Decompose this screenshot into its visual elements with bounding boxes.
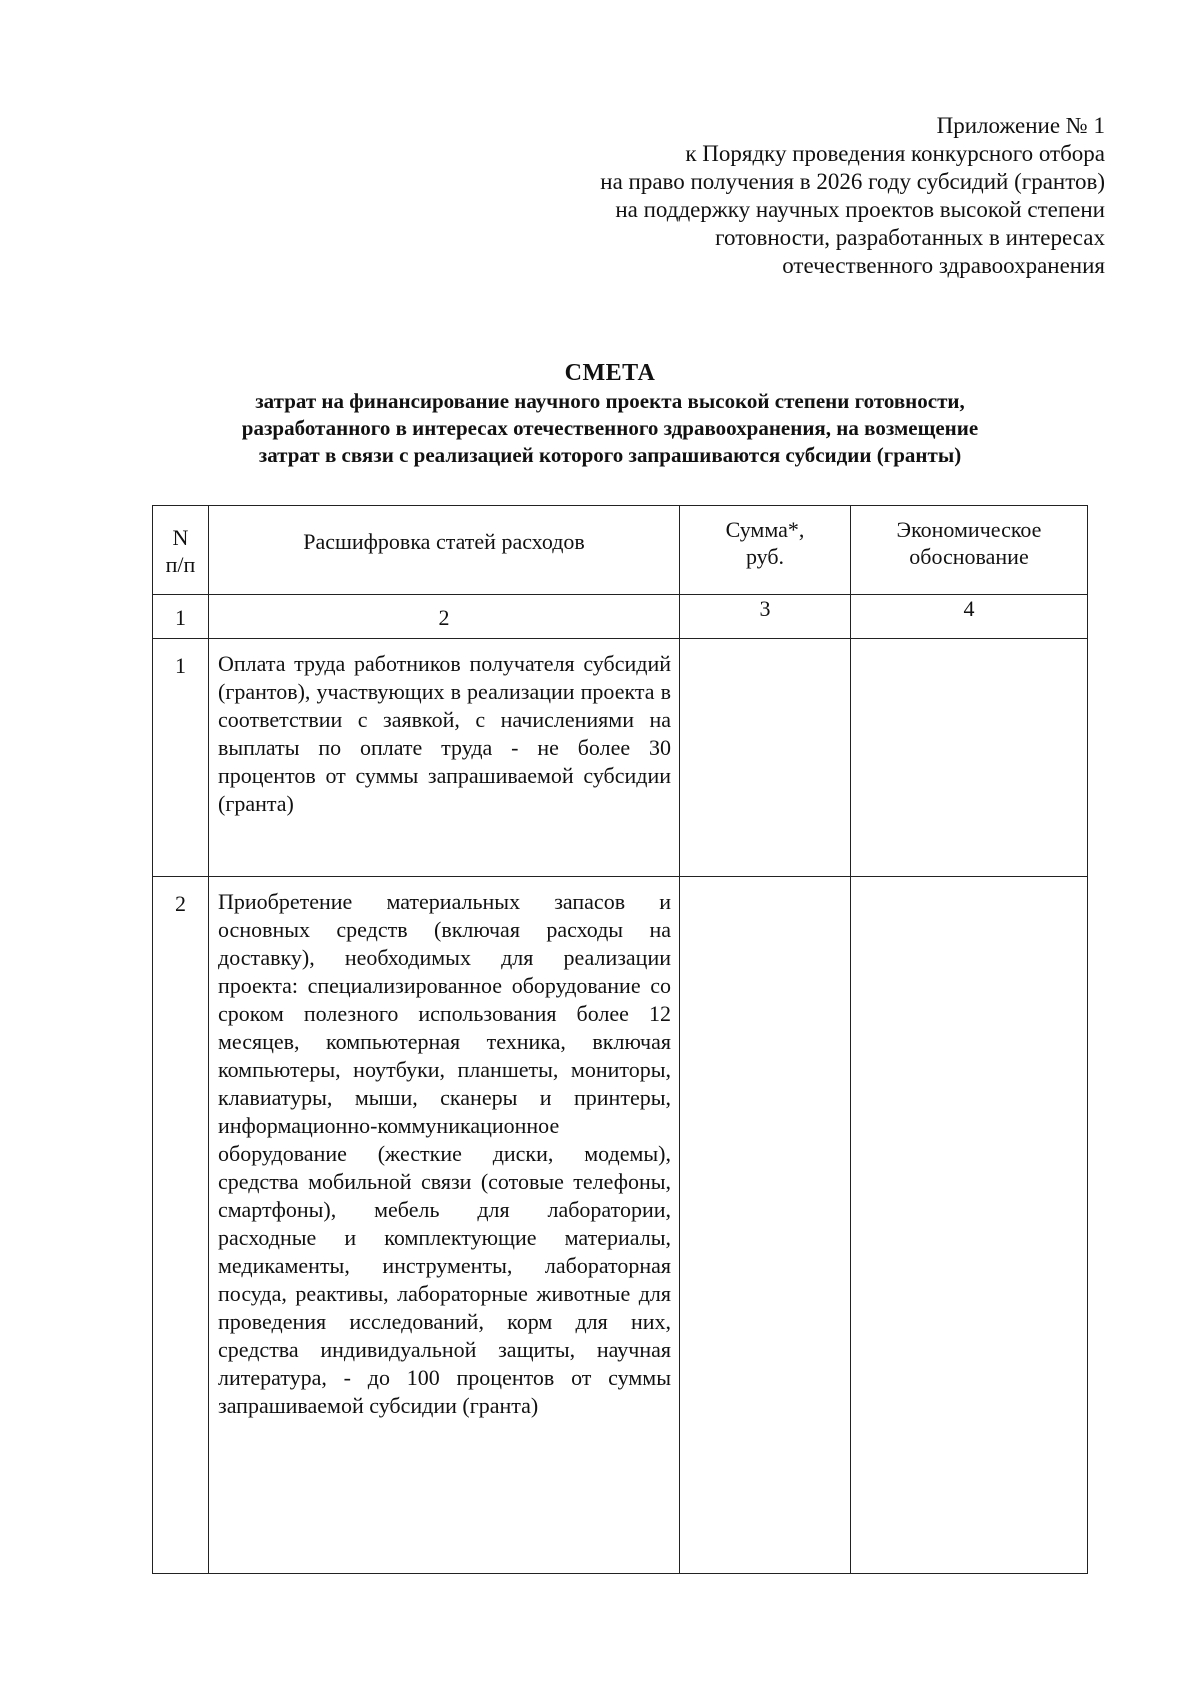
column-number: 3 <box>759 596 771 621</box>
appendix-line: к Порядку проведения конкурсного отбора <box>685 141 1105 166</box>
appendix-line: на право получения в 2026 году субсидий (грантов) <box>600 169 1105 194</box>
column-number: 2 <box>438 605 450 630</box>
subtitle-line: разработанного в интересах отечественного здравоохранения, на возмещение <box>241 416 979 440</box>
appendix-line: готовности, разработанных в интересах <box>715 225 1105 250</box>
appendix-line: отечественного здравоохранения <box>782 253 1105 278</box>
header-cell-sum <box>680 506 851 595</box>
appendix-line: Приложение № 1 <box>936 113 1105 138</box>
table-header-row <box>153 506 1088 595</box>
table-row <box>153 877 1088 1574</box>
row-description: Приобретение материальных запасов и основных средств (включая расходы на доставку), необходимых для реализации проекта: специализированное оборудование со сроком полезного использования более 12 месяцев, компьютерная техника, включая компьютеры, ноутбуки, планшеты, мониторы, клавиатуры, мыши, сканеры и принтеры, информационно-коммуникационное оборудование (жесткие диски, модемы), средства мобильной связи (сотовые телефоны, смартфоны), мебель для лаборатории, расходные и комплектующие материалы, медикаменты, инструменты, лабораторная посуда, реактивы, лабораторные животные для проведения исследований, корм для них, средства индивидуальной защиты, научная литература, - до 100 процентов от суммы запрашиваемой субсидии (гранта) <box>209 877 680 1574</box>
header-justification-label: Экономическое обоснование <box>896 517 1042 569</box>
header-cell-description <box>209 506 680 595</box>
header-sum-label: Сумма*, руб. <box>725 517 805 569</box>
row-description: Оплата труда работников получателя субсидий (грантов), участвующих в реализации проекта в соответствии с заявкой, с начислениями на выплаты по оплате труда - не более 30 процентов от суммы запрашиваемой субсидии (гранта) <box>209 639 680 877</box>
row-number: 1 <box>153 639 209 877</box>
row-sum <box>680 877 851 1574</box>
document-title <box>170 358 1050 469</box>
header-cell-justification <box>851 506 1088 595</box>
row-sum <box>680 639 851 877</box>
column-number: 4 <box>963 596 975 621</box>
appendix-header <box>405 112 1105 280</box>
title-main: СМЕТА <box>564 360 656 386</box>
column-number-cell <box>153 595 209 639</box>
column-number: 1 <box>175 605 186 630</box>
header-cell-number <box>153 506 209 595</box>
column-number-cell <box>680 595 851 639</box>
subtitle-line: затрат на финансирование научного проекта высокой степени готовности, <box>255 389 965 413</box>
table-row <box>153 639 1088 877</box>
appendix-line: на поддержку научных проектов высокой степени <box>615 197 1105 222</box>
column-number-cell <box>851 595 1088 639</box>
subtitle-line: затрат в связи с реализацией которого запрашиваются субсидии (гранты) <box>258 443 962 467</box>
row-number: 2 <box>153 877 209 1574</box>
title-subtitle <box>170 388 1050 469</box>
header-description-label: Расшифровка статей расходов <box>303 529 585 554</box>
column-number-row <box>153 595 1088 639</box>
row-justification <box>851 639 1088 877</box>
estimate-table <box>152 505 1088 1574</box>
column-number-cell <box>209 595 680 639</box>
row-justification <box>851 877 1088 1574</box>
header-number-label: N п/п <box>165 525 196 577</box>
